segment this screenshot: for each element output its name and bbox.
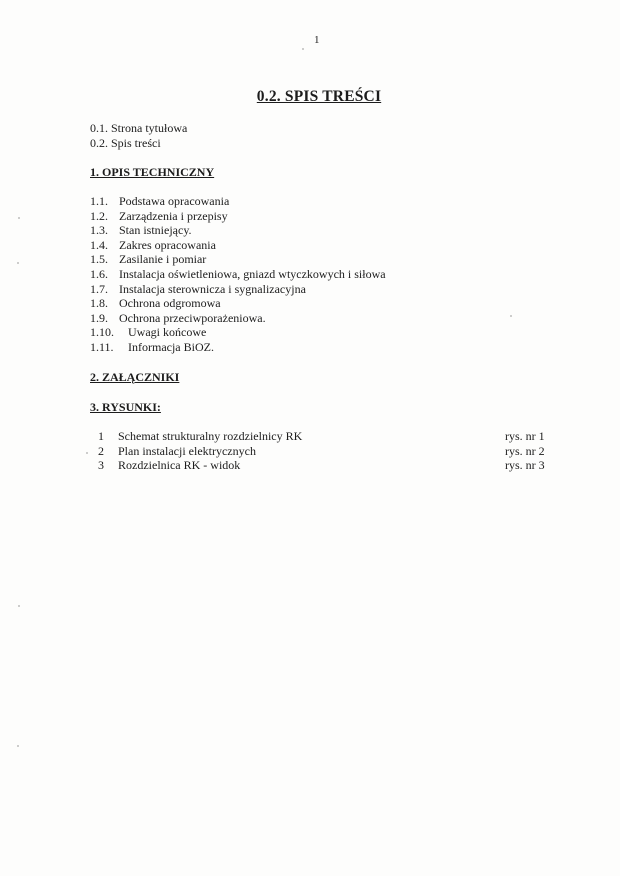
drawing-row: [91, 444, 545, 459]
scan-speck: [302, 48, 304, 50]
list-item: [90, 267, 386, 282]
front-item: 0.2. Spis treści: [90, 135, 161, 150]
page-number: 1: [314, 34, 320, 46]
item-label: Informacja BiOZ.: [128, 339, 214, 354]
item-number: 1.2.: [90, 208, 108, 223]
front-matter-list: [90, 121, 187, 150]
scan-speck: [86, 452, 88, 454]
drawing-title: Plan instalacji elektrycznych: [118, 443, 256, 458]
item-number: 1.9.: [90, 310, 108, 325]
list-item: [90, 282, 386, 297]
drawing-title: Schemat strukturalny rozdzielnicy RK: [118, 429, 303, 443]
item-number: 1.5.: [90, 252, 108, 267]
item-number: 1.3.: [90, 223, 108, 238]
item-number: 1.4.: [90, 237, 108, 252]
item-number: 1.1.: [90, 194, 108, 208]
item-number: 1.6.: [90, 266, 108, 281]
document-title: 0.2. SPIS TREŚCI: [256, 88, 382, 105]
item-label: Zakres opracowania: [119, 237, 216, 252]
item-label: Instalacja oświetleniowa, gniazd wtyczkowych i siłowa: [119, 266, 386, 281]
item-number: 1.10.: [90, 325, 114, 340]
list-item: [90, 340, 386, 355]
list-item: [90, 194, 386, 209]
section-heading-opis-techniczny: 1. OPIS TECHNICZNY: [90, 165, 215, 179]
list-item: [90, 252, 386, 267]
list-item: [90, 238, 386, 253]
item-number: 1.8.: [90, 296, 108, 311]
drawings-list: [91, 429, 545, 473]
drawing-number: 3: [98, 458, 104, 473]
item-label: Stan istniejący.: [119, 223, 192, 238]
item-label: Instalacja sterownicza i sygnalizacyjna: [119, 281, 306, 296]
item-label: Zasilanie i pomiar: [119, 252, 207, 267]
list-item: [90, 311, 386, 326]
scan-speck: [17, 745, 19, 747]
drawing-number: 1: [98, 429, 104, 443]
item-number: 1.7.: [90, 281, 108, 296]
drawing-reference: rys. nr 3: [505, 458, 545, 473]
scan-speck: [17, 262, 19, 264]
item-label: Uwagi końcowe: [128, 325, 207, 340]
item-number: 1.11.: [90, 339, 114, 354]
scan-speck: [18, 217, 20, 219]
list-item: [90, 223, 386, 238]
item-label: Zarządzenia i przepisy: [119, 208, 228, 223]
item-label: Podstawa opracowania: [119, 194, 230, 208]
section-heading-rysunki: 3. RYSUNKI:: [90, 400, 161, 414]
drawing-row: [91, 429, 545, 444]
list-item: [90, 209, 386, 224]
list-item: [90, 296, 386, 311]
drawing-number: 2: [98, 443, 104, 458]
drawing-row: [91, 458, 545, 473]
item-label: Ochrona przeciwporażeniowa.: [119, 310, 266, 325]
drawing-reference: rys. nr 1: [505, 429, 545, 443]
item-label: Ochrona odgromowa: [119, 296, 221, 311]
list-item: [90, 325, 386, 340]
drawing-reference: rys. nr 2: [505, 443, 545, 458]
scan-speck: [18, 605, 20, 607]
drawing-title: Rozdzielnica RK - widok: [118, 458, 241, 473]
scan-speck: [510, 315, 512, 317]
front-item: 0.1. Strona tytułowa: [90, 121, 188, 135]
section-heading-zalaczniki: 2. ZAŁĄCZNIKI: [90, 370, 180, 384]
opis-techniczny-list: [90, 194, 386, 355]
